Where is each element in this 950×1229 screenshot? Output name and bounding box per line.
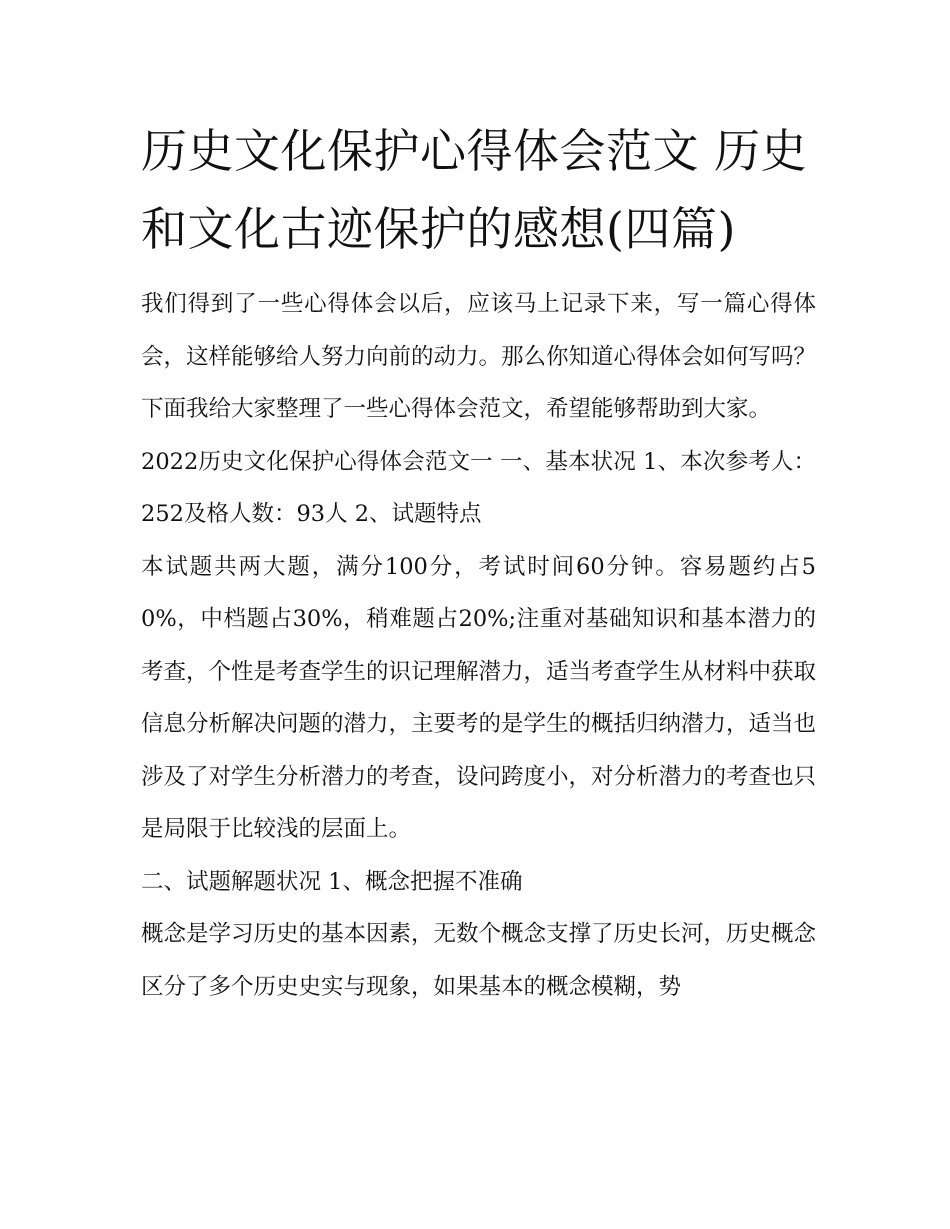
exam-description-paragraph: 本试题共两大题，满分100分，考试时间60分钟。容易题约占50%，中档题占30%，稍难题占20%;注重对基础知识和基本潜力的考查，个性是考查学生的识记理解潜力，适当考查学生从材料中获取信息分析解决问题的潜力，主要考的是学生的概括归纳潜力，适当也涉及了对学生分析潜力的考查，设问跨度小，对分析潜力的考查也只是局限于比较浅的层面上。	[141, 553, 817, 842]
section-heading-answer-status: 二、试题解题状况 1、概念把握不准确	[141, 868, 523, 895]
document-title: 历史文化保护心得体会范文 历史和文化古迹保护的感想(四篇)	[141, 124, 808, 256]
section-heading-basic-status: 2022历史文化保护心得体会范文一 一、基本状况 1、本次参考人：252及格人数：93人 2、试题特点	[141, 448, 816, 527]
intro-paragraph: 我们得到了一些心得体会以后，应该马上记录下来，写一篇心得体会，这样能够给人努力向前的动力。那么你知道心得体会如何写吗？下面我给大家整理了一些心得体会范文，希望能够帮助到大家。	[141, 291, 817, 422]
document-body	[141, 112, 816, 1013]
concept-paragraph: 概念是学习历史的基本因素，无数个概念支撑了历史长河，历史概念区分了多个历史史实与现象，如果基本的概念模糊，势	[141, 921, 817, 1000]
